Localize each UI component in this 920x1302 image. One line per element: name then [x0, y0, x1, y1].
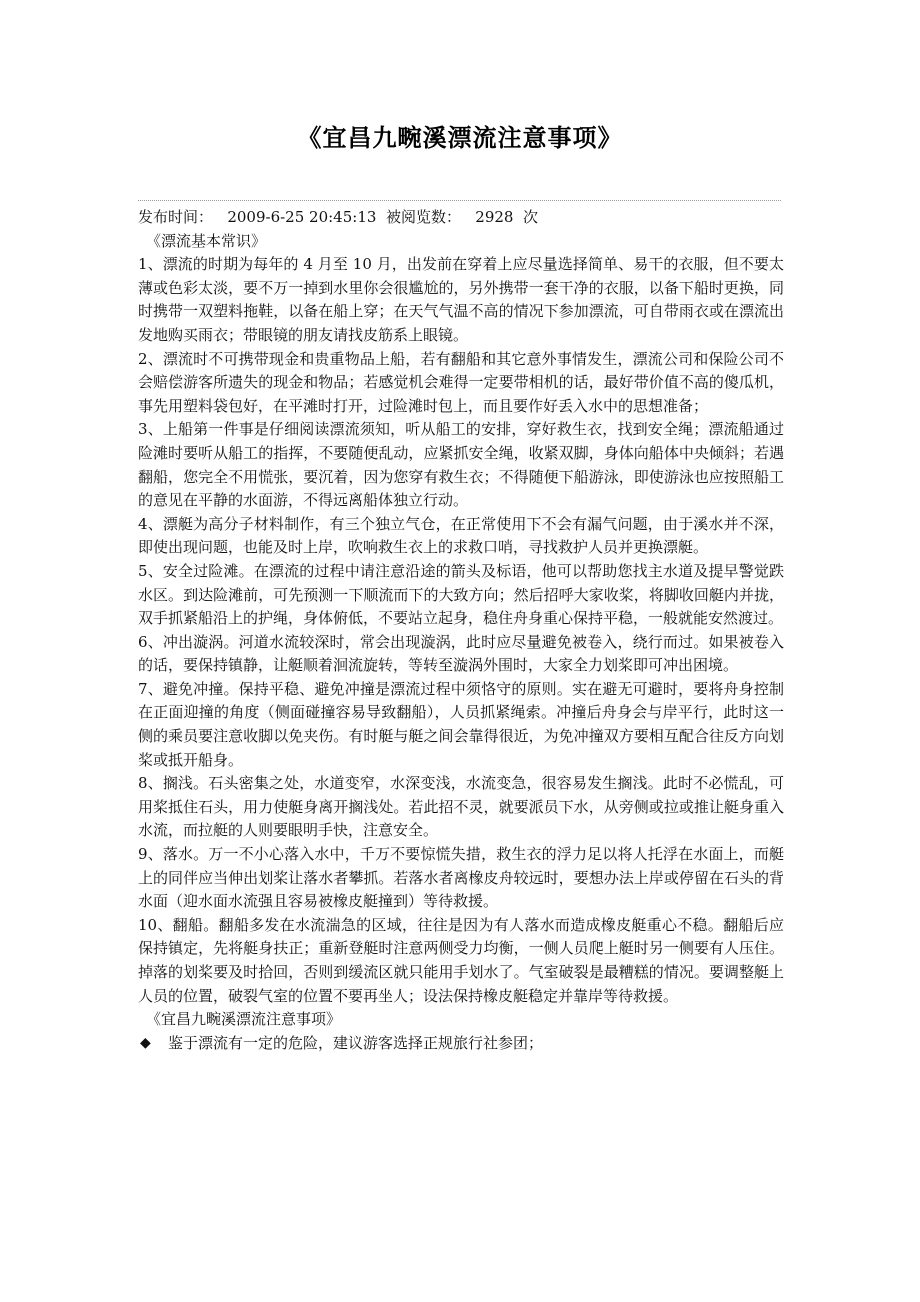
paragraph-7: 7、避免冲撞。保持平稳、避免冲撞是漂流过程中须恪守的原则。实在避无可避时，要将舟身控制在正面迎撞的角度（侧面碰撞容易导致翻船），人员抓紧绳索。冲撞后舟身会与岸平行，此时这一侧的乘员要注意收脚以免夹伤。有时艇与艇之间会靠得很近，为免冲撞双方要相互配合往反方向划桨或抵开船身。 — [138, 679, 784, 769]
diamond-bullet-icon: ◆ — [140, 1034, 151, 1051]
paragraph-2: 2、漂流时不可携带现金和贵重物品上船，若有翻船和其它意外事情发生，漂流公司和保险公司不会赔偿游客所遗失的现金和物品；若感觉机会难得一定要带相机的话，最好带价值不高的傻瓜机，事先用塑料袋包好，在平滩时打开，过险滩时包上，而且要作好丢入水中的思想准备； — [138, 349, 784, 415]
bullet-item — [138, 1032, 784, 1056]
document-body — [138, 206, 784, 1055]
paragraph-8: 8、搁浅。石头密集之处，水道变窄，水深变浅，水流变急，很容易发生搁浅。此时不必慌乱，可用桨抵住石头，用力使艇身离开搁浅处。若此招不灵，就要派员下水，从旁侧或拉或推让艇身重入水流，而拉艇的人则要眼明手快，注意安全。 — [138, 774, 784, 840]
paragraph-5: 5、安全过险滩。在漂流的过程中请注意沿途的箭头及标语，他可以帮助您找主水道及提早警觉跌水区。到达险滩前，可先预测一下顺流而下的大致方向；然后招呼大家收桨，将脚收回艇内并拢，双手抓紧船沿上的护绳，身体俯低，不要站立起身，稳住舟身重心保持平稳，一般就能安然渡过。 — [138, 561, 784, 628]
title-divider — [138, 200, 781, 201]
publish-time: 2009-6-25 20:45:13 — [227, 208, 377, 226]
closing-heading: 《宜昌九畹溪漂流注意事项》 — [146, 1010, 342, 1029]
views-count: 2928 — [475, 208, 514, 226]
paragraph-6: 6、冲出漩涡。河道水流较深时，常会出现漩涡，此时应尽量避免被卷入，绕行而过。如果被卷入的话，要保持镇静，让艇顺着洄流旋转，等转至漩涡外围时，大家全力划桨即可冲出困境。 — [138, 632, 784, 675]
publish-label: 发布时间： — [138, 208, 214, 226]
section-heading: 《漂流基本常识》 — [146, 231, 267, 250]
paragraph-3: 3、上船第一件事是仔细阅读漂流须知，听从船工的安排，穿好救生衣，找到安全绳；漂流船通过险滩时要听从船工的指挥，不要随便乱动，应紧抓安全绳，收紧双脚，身体向船体中央倾斜；若遇翻船，您完全不用慌张，要沉着，因为您穿有救生衣；不得随便下船游泳，即使游泳也应按照船工的意见在平静的水面游，不得远离船体独立行动。 — [138, 420, 784, 510]
bullet-text: 鉴于漂流有一定的危险，建议游客选择正规旅行社参团； — [168, 1033, 544, 1052]
publish-meta — [138, 206, 784, 230]
paragraph-4: 4、漂艇为高分子材料制作，有三个独立气仓，在正常使用下不会有漏气问题，由于溪水并不深，即使出现问题，也能及时上岸，吹响救生衣上的求救口哨，寻找救护人员并更换漂艇。 — [138, 514, 784, 557]
paragraph-9: 9、落水。万一不小心落入水中，千万不要惊慌失措，救生衣的浮力足以将人托浮在水面上，而艇上的同伴应当伸出划桨让落水者攀抓。若落水者离橡皮舟较远时，要想办法上岸或停留在石头的背水面（迎水面水流强且容易被橡皮艇撞到）等待救援。 — [138, 845, 784, 911]
views-unit: 次 — [523, 208, 539, 226]
paragraph-10: 10、翻船。翻船多发在水流湍急的区域，往往是因为有人落水而造成橡皮艇重心不稳。翻船后应保持镇定，先将艇身扶正；重新登艇时注意两侧受力均衡，一侧人员爬上艇时另一侧要有人压住。掉落的划桨要及时拾回，否则到缓流区就只能用手划水了。气室破裂是最糟糕的情况。要调整艇上人员的位置，破裂气室的位置不要再坐人；设法保持橡皮艇稳定并靠岸等待救援。 — [138, 915, 784, 1005]
paragraph-1: 1、漂流的时期为每年的 4 月至 10 月，出发前在穿着上应尽量选择简单、易干的衣服，但不要太薄或色彩太淡，要不万一掉到水里你会很尴尬的，另外携带一套干净的衣服，以备下船时更换，同时携带一双塑料拖鞋，以备在船上穿；在天气气温不高的情况下参加漂流，可自带雨衣或在漂流出发地购买雨衣；带眼镜的朋友请找皮筋系上眼镜。 — [138, 255, 784, 344]
views-label: 被阅览数： — [385, 208, 461, 226]
document-title: 《宜昌九畹溪漂流注意事项》 — [297, 124, 623, 152]
